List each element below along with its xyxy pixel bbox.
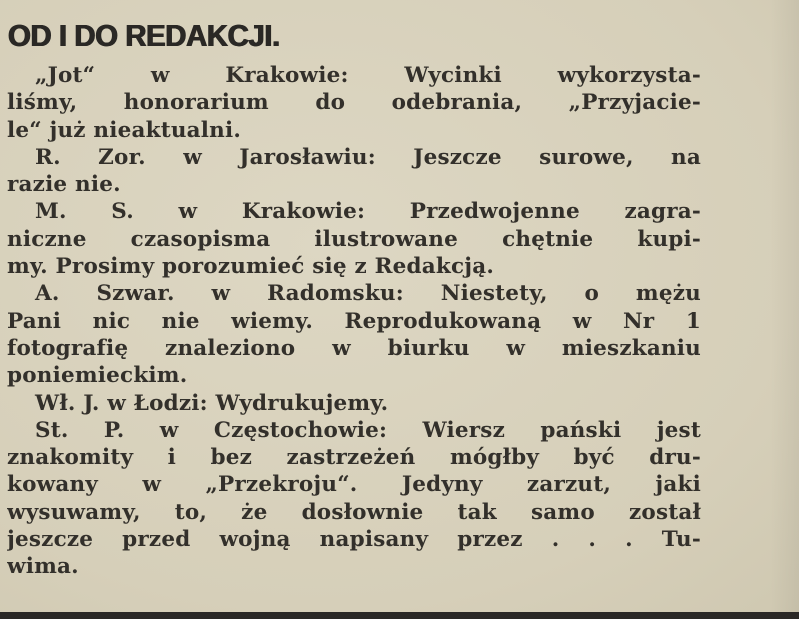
text-line: A. Szwar. w Radomsku: Niestety, o mężu [35,281,701,307]
text-line: Wł. J. w Łodzi: Wydrukujemy. [35,390,389,416]
reply-paragraph [7,144,701,199]
text-line: St. P. w Częstochowie: Wiersz pański jest [35,417,701,443]
text-line: fotografię znaleziono w biurku w mieszkaniu [7,335,701,361]
page-shadow [770,0,799,612]
text-line: Pani nic nie wiemy. Reprodukowaną w Nr 1 [7,308,701,334]
scan-bottom-edge [0,612,799,619]
text-line: jeszcze przed wojną napisany przez . . . Tu- [7,527,701,553]
text-line: wima. [7,554,79,580]
text-line: znakomity i bez zastrzeżeń mógłby być dru- [7,445,701,471]
text-line: le“ już nieaktualni. [7,117,242,143]
text-line: wysuwamy, to, że dosłownie tak samo został [7,499,701,525]
reply-paragraph [7,417,701,581]
text-line: poniemieckim. [7,363,188,389]
reply-paragraph [7,198,701,280]
reply-paragraph [7,280,701,389]
text-line: liśmy, honorarium do odebrania, „Przyjacie- [7,90,701,116]
text-line: kowany w „Przekroju“. Jedyny zarzut, jaki [7,472,701,498]
text-line: R. Zor. w Jarosławiu: Jeszcze surowe, na [35,144,701,170]
column-heading: OD I DO REDAKCJI. [8,18,280,53]
article-body [7,62,701,581]
text-line: M. S. w Krakowie: Przedwojenne zagra- [35,199,701,225]
text-line: niczne czasopisma ilustrowane chętnie kupi- [7,226,701,252]
text-line: razie nie. [7,172,121,198]
text-line: my. Prosimy porozumieć się z Redakcją. [7,254,495,280]
reply-paragraph [7,62,701,144]
text-line: „Jot“ w Krakowie: Wycinki wykorzysta- [35,63,701,88]
reply-paragraph [7,390,701,417]
